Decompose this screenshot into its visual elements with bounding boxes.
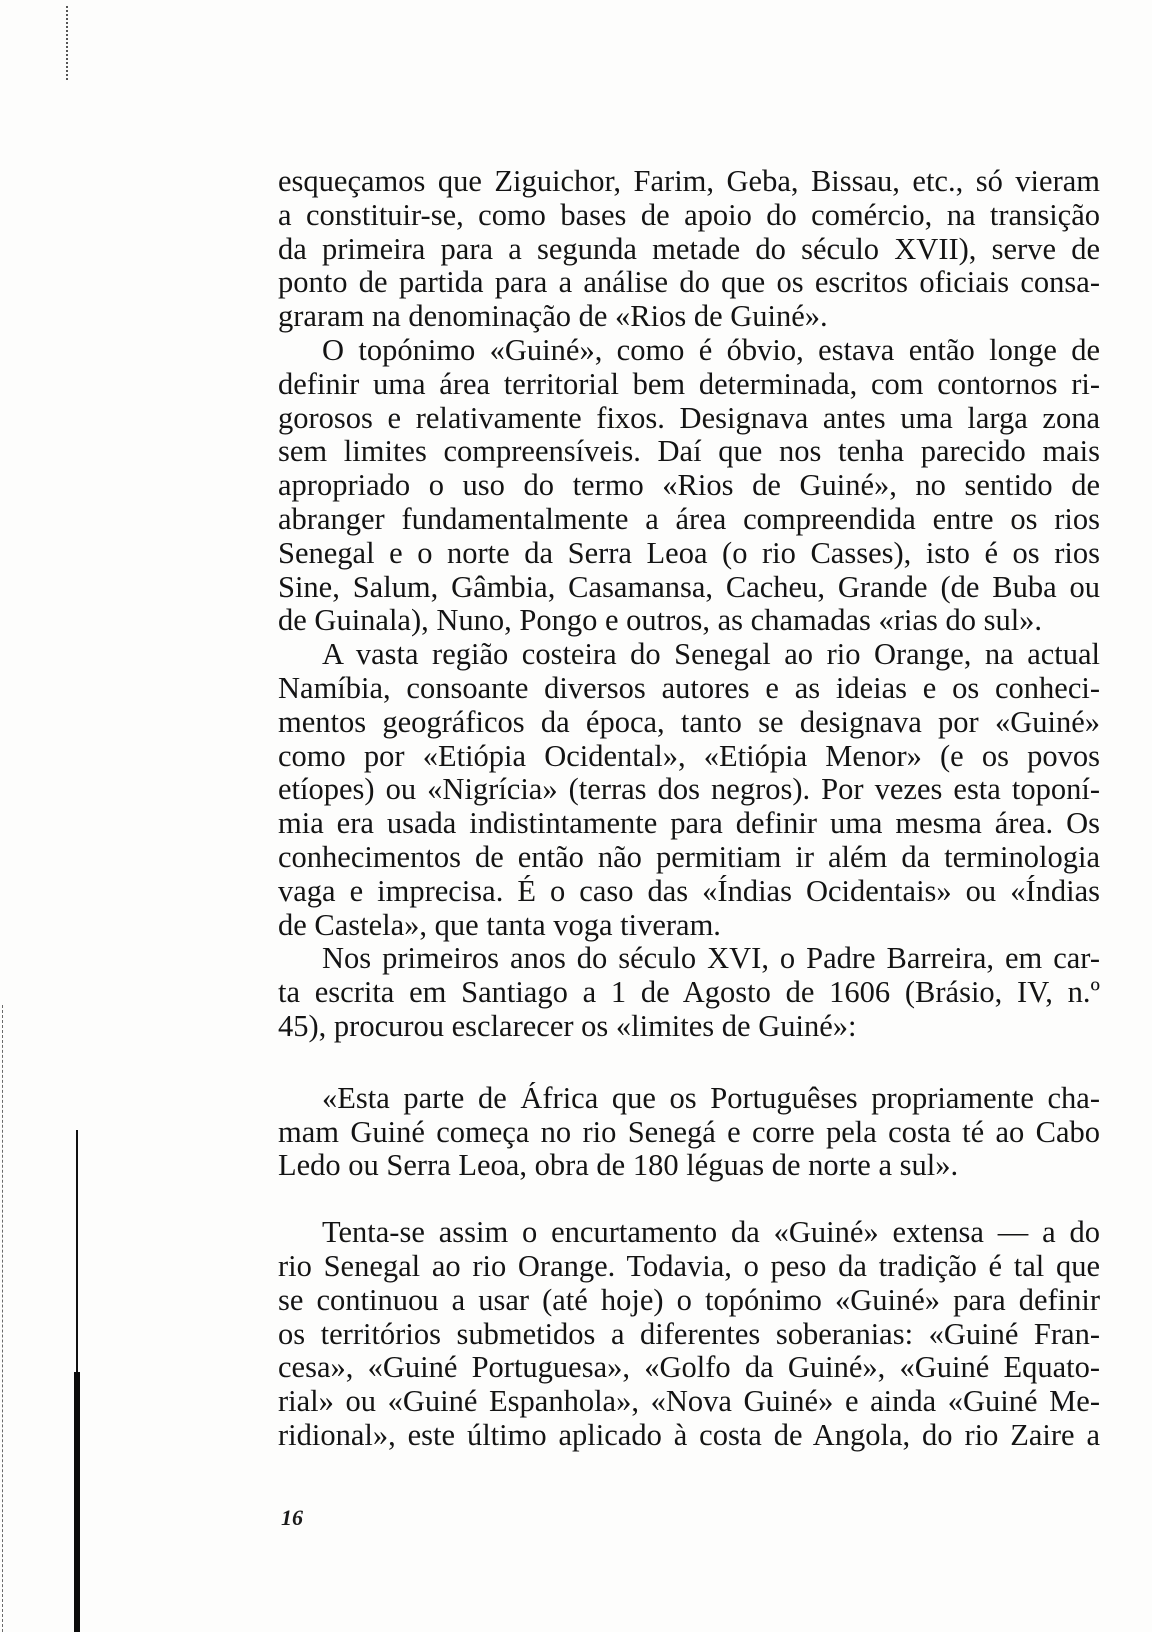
text-line: Senegal e o norte da Serra Leoa (o rio Casses), isto é os rios [278, 536, 1100, 570]
scan-noise-marks [66, 6, 68, 80]
text-line: ta escrita em Santiago a 1 de Agosto de 1606 (Brásio, IV, n.º [278, 976, 1100, 1010]
text-line: abranger fundamentalmente a área compreendida entre os rios [278, 502, 1100, 536]
text-line: rial» ou «Guiné Espanhola», «Nova Guiné» e ainda «Guiné Me- [278, 1385, 1100, 1419]
text-line: de Castela», que tanta voga tiveram. [278, 908, 721, 942]
text-line: A vasta região costeira do Senegal ao rio Orange, na actual [322, 638, 1100, 672]
scan-edge-marks [2, 1005, 3, 1632]
text-line: ponto de partida para a análise do que os escritos oficiais consa- [278, 266, 1100, 300]
quote-line: «Esta parte de África que os Portuguêses propriamente cha- [322, 1081, 1100, 1115]
text-line: vaga e imprecisa. É o caso das «Índias Ocidentais» ou «Índias [278, 874, 1100, 908]
text-line: ridional», este último aplicado à costa de Angola, do rio Zaire a [278, 1418, 1100, 1452]
text-line: rio Senegal ao rio Orange. Todavia, o peso da tradição é tal que [278, 1249, 1100, 1283]
scan-margin-bar [74, 1372, 80, 1632]
text-line: cesa», «Guiné Portuguesa», «Golfo da Guiné», «Guiné Equato- [278, 1351, 1100, 1385]
text-line: esqueçamos que Ziguichor, Farim, Geba, Bissau, etc., só vieram [278, 165, 1100, 198]
text-line: apropriado o uso do termo «Rios de Guiné», no sentido de [278, 469, 1100, 503]
text-line: graram na denominação de «Rios de Guiné». [278, 300, 828, 334]
text-line: Sine, Salum, Gâmbia, Casamansa, Cacheu, Grande (de Buba ou [278, 570, 1100, 604]
text-line: Nos primeiros anos do século XVI, o Padre Barreira, em car- [322, 942, 1100, 976]
text-line: gorosos e relativamente fixos. Designava antes uma larga zona [278, 401, 1100, 435]
page-number: 16 [281, 1505, 303, 1530]
paragraph [278, 1216, 1100, 1453]
text-line: mia era usada indistintamente para definir uma mesma área. Os [278, 807, 1100, 841]
text-line: Tenta-se assim o encurtamento da «Guiné» extensa — a do [322, 1216, 1100, 1250]
text-line: da primeira para a segunda metade do século XVII), serve de [278, 232, 1100, 266]
paragraph [278, 942, 1100, 1043]
paragraph [278, 638, 1100, 942]
text-line: O topónimo «Guiné», como é óbvio, estava então longe de [322, 333, 1100, 367]
block-quote [278, 1082, 1100, 1183]
text-line: de Guinala), Nuno, Pongo e outros, as chamadas «rias do sul». [278, 604, 1043, 638]
text-line: 45), procurou esclarecer os «limites de Guiné»: [278, 1009, 857, 1043]
text-line: sem limites compreensíveis. Daí que nos tenha parecido mais [278, 435, 1100, 469]
text-line: os territórios submetidos a diferentes soberanias: «Guiné Fran- [278, 1317, 1100, 1351]
text-line: Namíbia, consoante diversos autores e as ideias e os conheci- [278, 671, 1100, 705]
paragraph [278, 334, 1100, 638]
text-line: definir uma área territorial bem determinada, com contornos ri- [278, 367, 1100, 401]
text-line: conhecimentos de então não permitiam ir além da terminologia [278, 840, 1100, 874]
text-line: a constituir-se, como bases de apoio do comércio, na transição [278, 198, 1100, 232]
quote-line: mam Guiné começa no rio Senegá e corre pela costa té ao Cabo [278, 1115, 1100, 1149]
paragraph [278, 165, 1100, 334]
text-line: como por «Etiópia Ocidental», «Etiópia Menor» (e os povos [278, 739, 1100, 773]
quote-line: Ledo ou Serra Leoa, obra de 180 léguas de norte a sul». [278, 1149, 959, 1183]
page-body [278, 165, 1100, 1453]
text-line: etíopes) ou «Nigrícia» (terras dos negros). Por vezes esta toponí- [278, 773, 1100, 807]
scan-margin-bar [76, 1130, 78, 1375]
text-line: mentos geográficos da época, tanto se designava por «Guiné» [278, 705, 1100, 739]
text-line: se continuou a usar (até hoje) o topónimo «Guiné» para definir [278, 1283, 1100, 1317]
